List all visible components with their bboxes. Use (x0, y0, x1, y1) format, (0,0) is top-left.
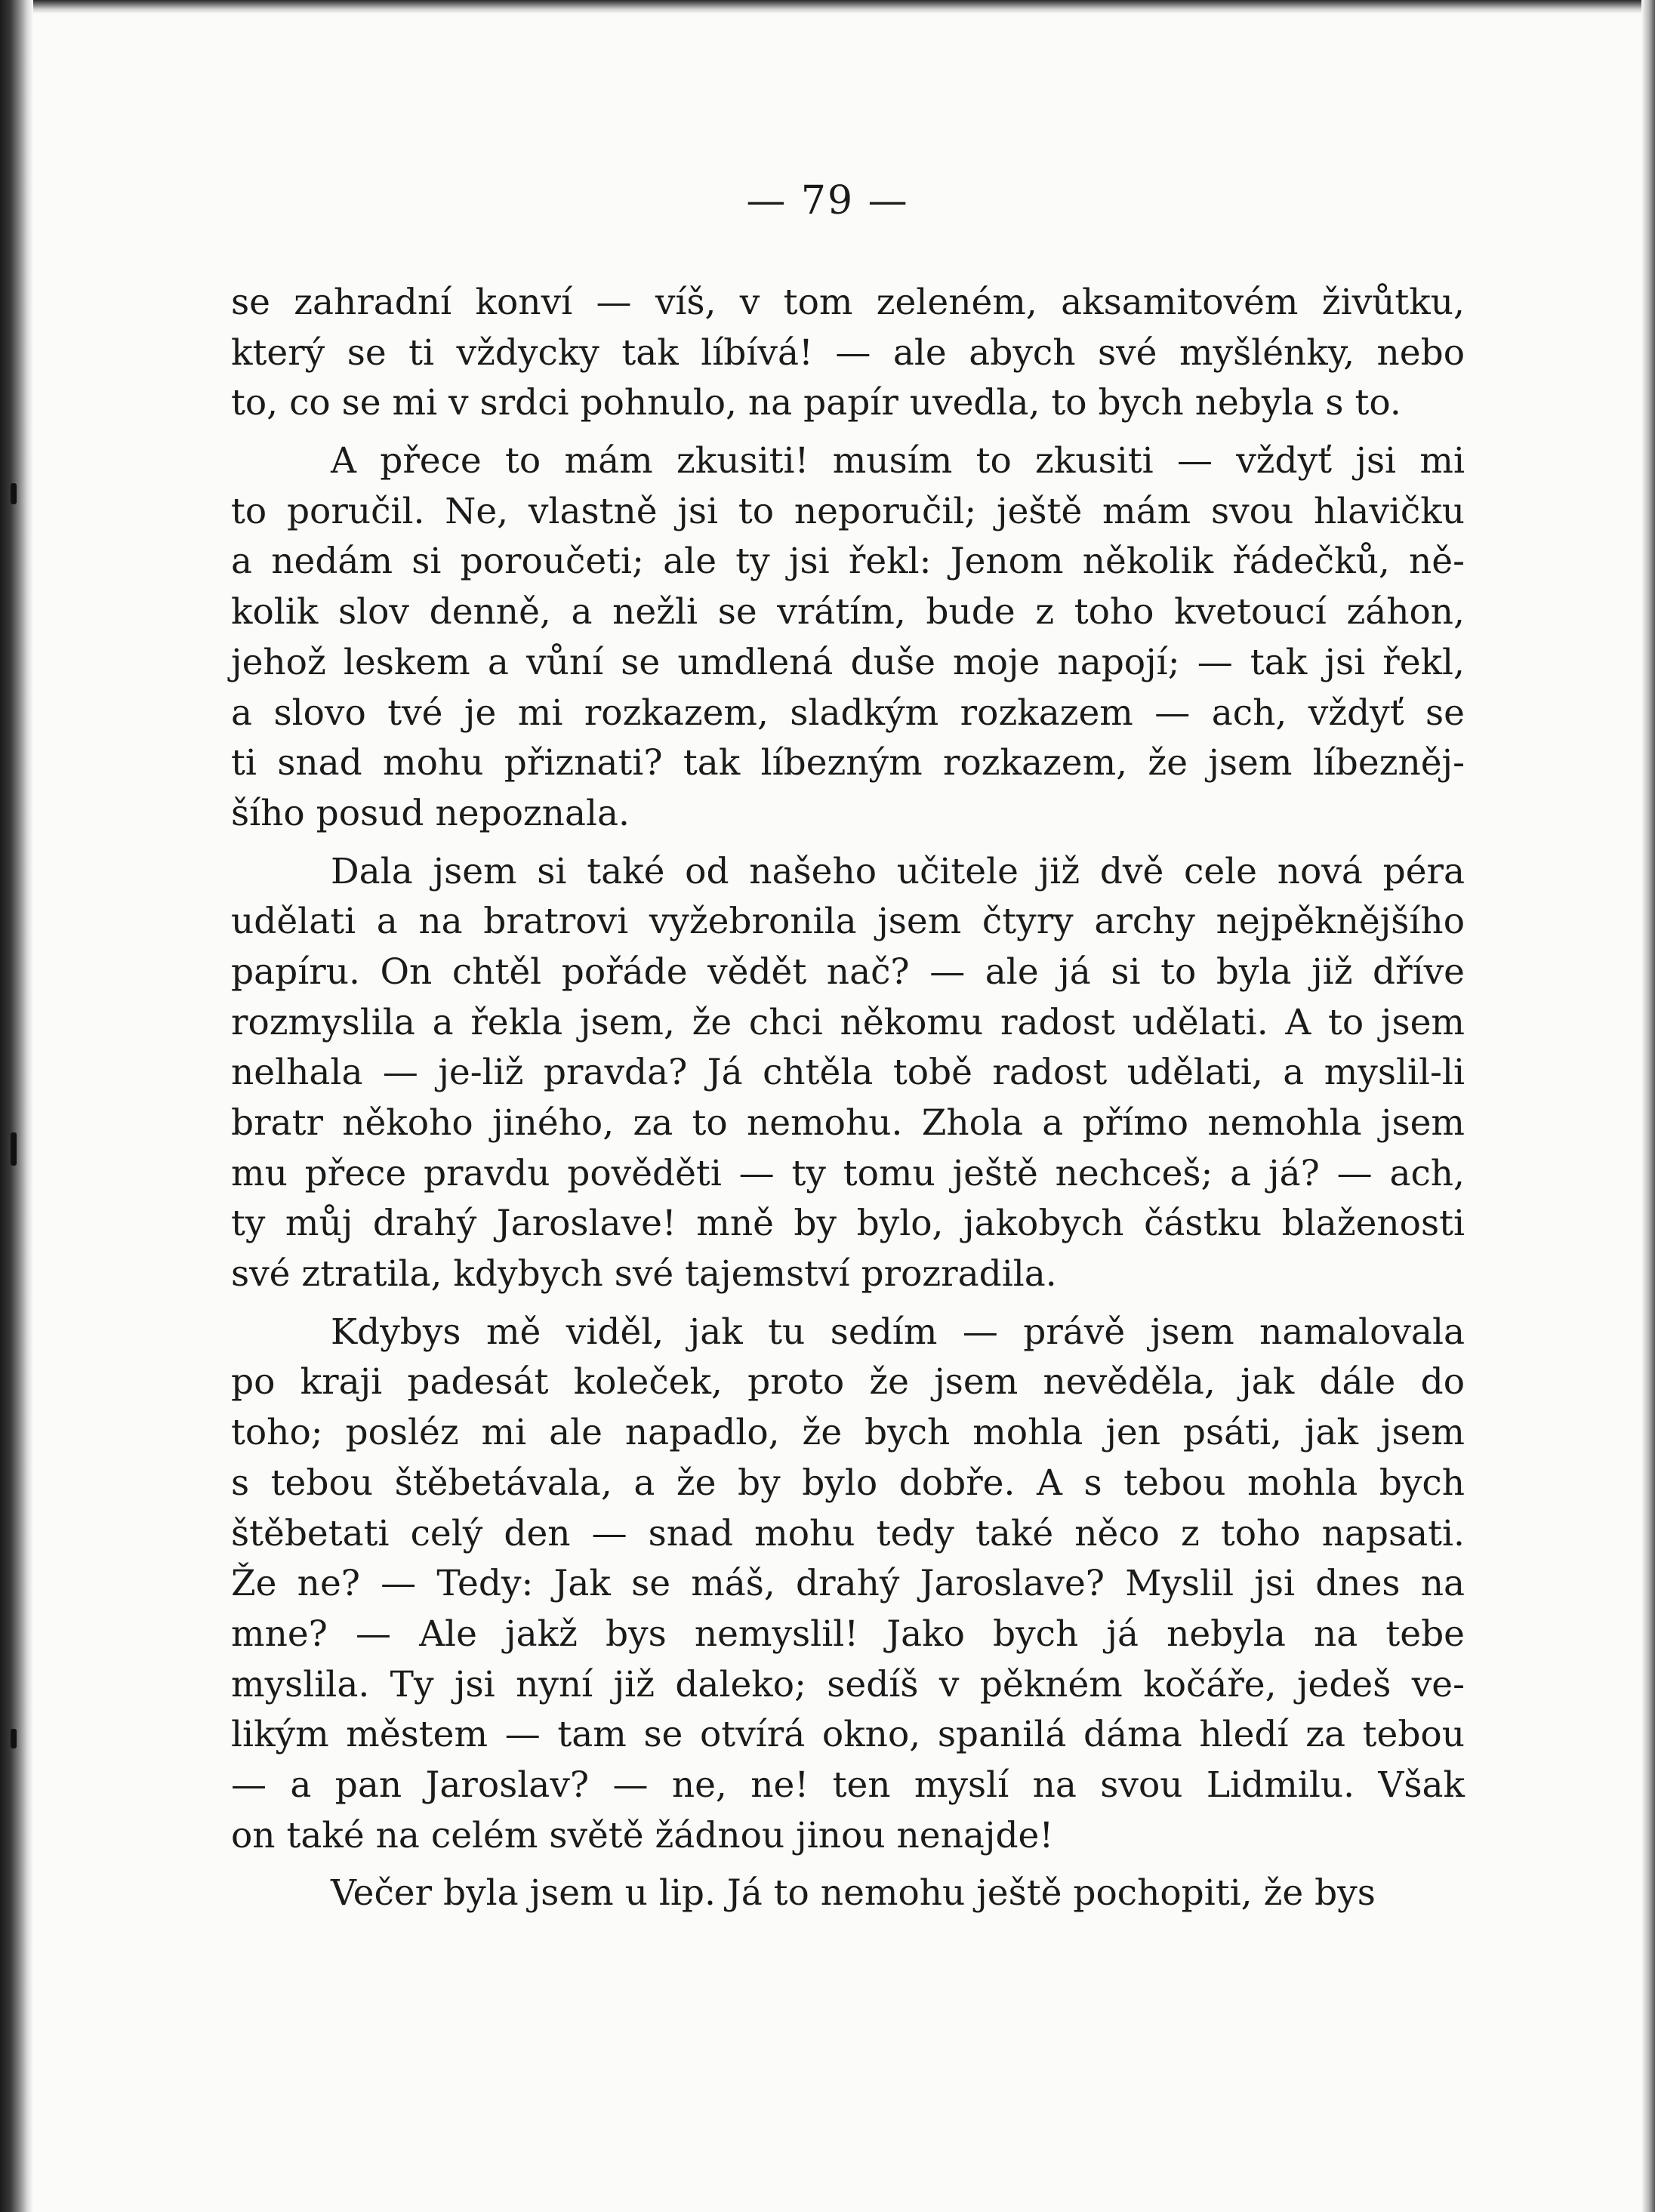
text-line: po kraji padesát koleček, proto že jsem nevěděla, jak dále do (231, 1361, 1465, 1403)
text-line: on také na celém světě žádnou jinou nenajde! (231, 1814, 1054, 1856)
text-line: a slovo tvé je mi rozkazem, sladkým rozkazem — ach, vždyť se (231, 692, 1465, 734)
scan-edge-right (1641, 0, 1655, 2212)
body-text (231, 278, 1465, 1927)
text-line: papíru. On chtěl pořáde vědět nač? — ale já si to byla již dříve (231, 950, 1465, 993)
text-line: to, co se mi v srdci pohnulo, na papír uvedla, to bych nebyla s to. (231, 382, 1401, 424)
text-line: Že ne? — Tedy: Jak se máš, drahý Jaroslave? Myslil jsi dnes na (231, 1563, 1465, 1605)
paragraph (231, 1308, 1465, 1862)
paragraph (231, 278, 1465, 429)
text-line: mne? — Ale jakž bys nemyslil! Jako bych já nebyla na tebe (231, 1613, 1465, 1655)
paragraph (231, 436, 1465, 840)
scan-speck (11, 1132, 17, 1166)
text-line: šího posud nepoznala. (231, 792, 630, 834)
text-line: Dala jsem si také od našeho učitele již dvě cele nová péra (331, 850, 1465, 892)
text-line: Kdybys mě viděl, jak tu sedím — právě jsem namalovala (331, 1311, 1465, 1353)
text-line: štěbetati celý den — snad mohu tedy také něco z toho napsati. (231, 1512, 1465, 1554)
text-line: to poručil. Ne, vlastně jsi to neporučil; ještě mám svou hlavičku (231, 490, 1465, 532)
scan-edge-top (0, 0, 1655, 14)
text-line: jehož leskem a vůní se umdlená duše moje napojí; — tak jsi řekl, (231, 641, 1465, 683)
text-line: — a pan Jaroslav? — ne, ne! ten myslí na svou Lidmilu. Však (231, 1764, 1465, 1806)
text-line: ty můj drahý Jaroslave! mně by bylo, jakobych částku blaženosti (231, 1203, 1465, 1245)
text-line: a nedám si poroučeti; ale ty jsi řekl: Jenom několik řádečků, ně- (231, 541, 1465, 583)
text-line: s tebou štěbetávala, a že by bylo dobře. A s tebou mohla bych (231, 1462, 1465, 1504)
text-line: své ztratila, kdybych své tajemství prozradila. (231, 1253, 1057, 1295)
text-line: myslila. Ty jsi nyní již daleko; sedíš v pěkném kočáře, jedeš ve- (231, 1663, 1465, 1705)
scan-edge-left (0, 0, 33, 2212)
text-line: se zahradní konví — víš, v tom zeleném, aksamitovém živůtku, (231, 282, 1465, 323)
text-line: mu přece pravdu pověděti — ty tomu ještě nechceš; a já? — ach, (231, 1152, 1465, 1194)
paragraph (231, 847, 1465, 1300)
text-line: bratr někoho jiného, za to nemohu. Zhola a přímo nemohla jsem (231, 1102, 1465, 1144)
text-line: A přece to mám zkusiti! musím to zkusiti — vždyť jsi mi (331, 440, 1465, 482)
text-line: ti snad mohu přiznati? tak líbezným rozkazem, že jsem líbezněj- (231, 742, 1465, 784)
text-line: toho; posléz mi ale napadlo, že bych mohla jen psáti, jak jsem (231, 1412, 1465, 1454)
text-line: udělati a na bratrovi vyžebronila jsem čtyry archy nejpěknějšího (231, 901, 1465, 943)
paragraph (231, 1868, 1465, 1919)
text-line: likým městem — tam se otvírá okno, spanilá dáma hledí za tebou (231, 1714, 1465, 1756)
text-line: nelhala — je-liž pravda? Já chtěla tobě radost udělati, a myslil-li (231, 1052, 1465, 1094)
text-line: rozmyslila a řekla jsem, že chci někomu radost udělati. A to jsem (231, 1001, 1465, 1043)
page-number: — 79 — (746, 178, 909, 223)
text-line: kolik slov denně, a nežli se vrátím, bude z toho kvetoucí záhon, (231, 591, 1465, 633)
text-line: který se ti vždycky tak líbívá! — ale abych své myšlénky, nebo (231, 331, 1465, 374)
scan-speck (11, 1729, 17, 1748)
text-line: Večer byla jsem u lip. Já to nemohu ještě pochopiti, že bys (331, 1872, 1376, 1915)
scan-speck (11, 483, 17, 504)
